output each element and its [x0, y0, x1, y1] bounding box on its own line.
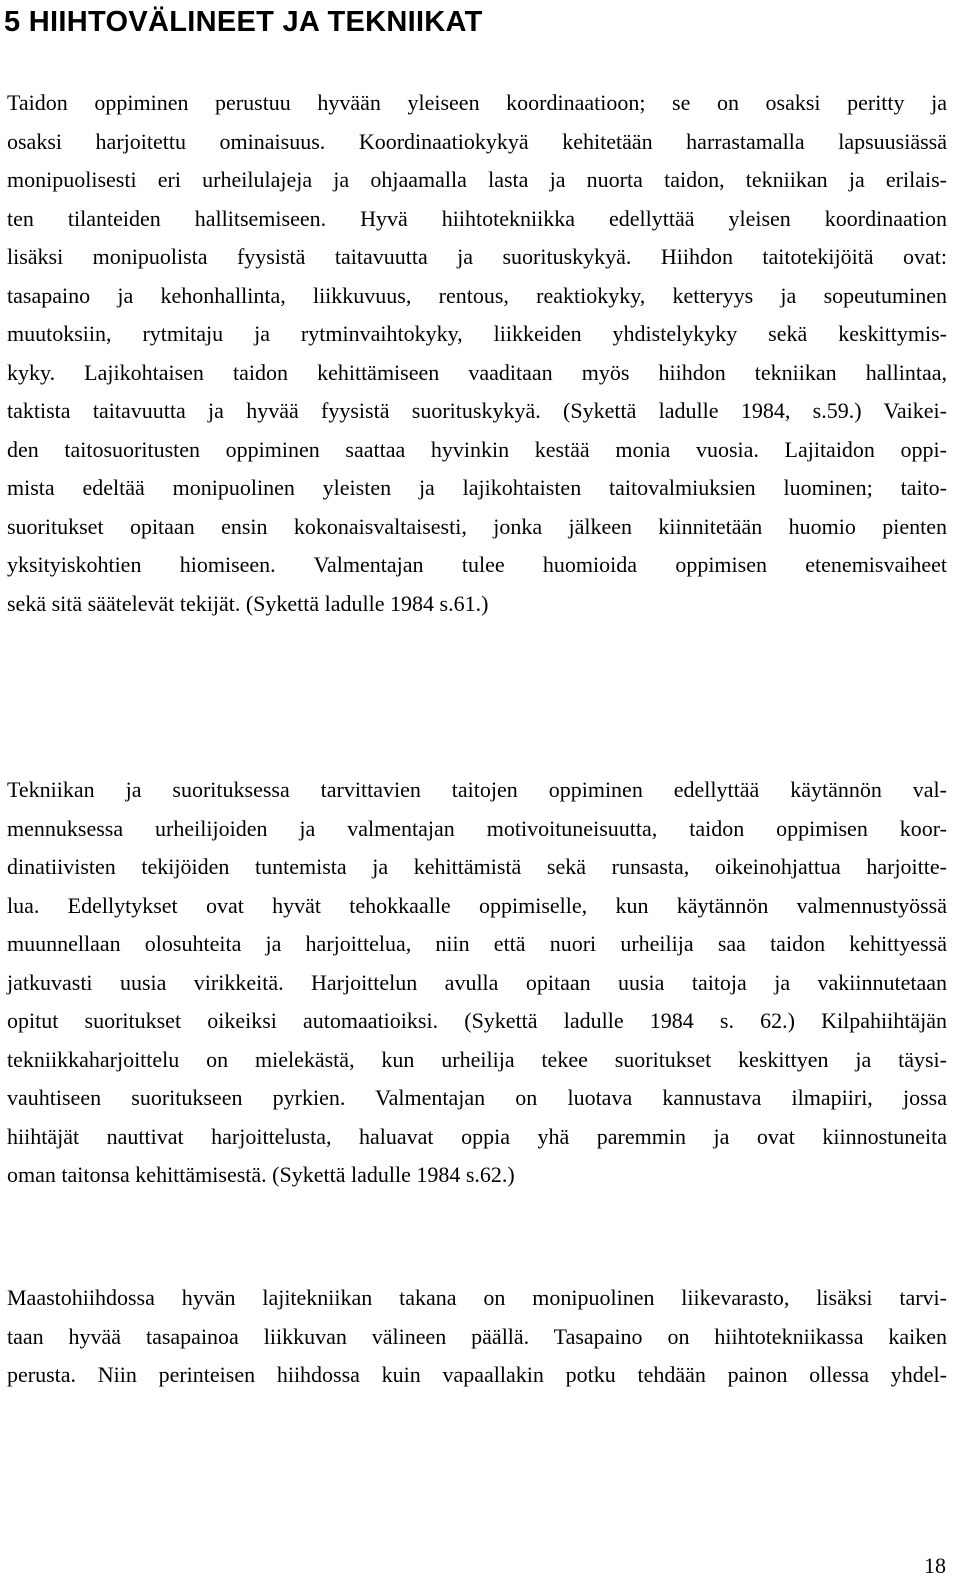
- text-line: ten tilanteiden hallitsemiseen. Hyvä hiihtotekniikka edellyttää yleisen koordinaation: [7, 205, 947, 231]
- text-line: osaksi harjoitettu ominaisuus. Koordinaatiokykyä kehitetään harrastamalla lapsuusiässä: [7, 128, 947, 154]
- text-line: dinatiivisten tekijöiden tuntemista ja kehittämistä sekä runsasta, oikeinohjattua harjoitte-: [7, 854, 947, 879]
- section-heading: 5 HIIHTOVÄLINEET JA TEKNIIKAT: [4, 6, 483, 38]
- text-line: suoritukset opitaan ensin kokonaisvaltaisesti, jonka jälkeen kiinnitetään huomio pienten: [7, 513, 947, 539]
- text-line: tasapaino ja kehonhallinta, liikkuvuus, rentous, reaktiokyky, ketteryys ja sopeutuminen: [7, 282, 947, 308]
- text-line: mennuksessa urheilijoiden ja valmentajan motivoituneisuutta, taidon oppimisen koor-: [7, 815, 947, 841]
- paragraph-2: [7, 771, 947, 1195]
- text-line: lisäksi monipuolista fyysistä taitavuutta ja suorituskykyä. Hiihdon taitotekijöitä ovat:: [7, 244, 947, 269]
- text-line: muutoksiin, rytmitaju ja rytminvaihtokyky, liikkeiden yhdistelykyky sekä keskittymis-: [7, 321, 947, 346]
- text-line: taktista taitavuutta ja hyvää fyysistä suorituskykyä. (Sykettä ladulle 1984, s.59.) Vaikei-: [7, 398, 947, 423]
- text-line: lua. Edellytykset ovat hyvät tehokkaalle oppimiselle, kun käytännön valmennustyössä: [7, 892, 947, 918]
- text-line: perusta. Niin perinteisen hiihdossa kuin vapaallakin potku tehdään painon ollessa yhdel-: [7, 1362, 947, 1387]
- text-line: Taidon oppiminen perustuu hyvään yleiseen koordinaatioon; se on osaksi peritty ja: [7, 90, 947, 115]
- paragraph-3: [7, 1279, 947, 1395]
- text-line: jatkuvasti uusia virikkeitä. Harjoittelun avulla opitaan uusia taitoja ja vakiinnutetaan: [7, 969, 947, 995]
- text-line: tekniikkaharjoittelu on mielekästä, kun urheilija tekee suoritukset keskittyen ja täysi-: [7, 1046, 947, 1072]
- text-line: kyky. Lajikohtaisen taidon kehittämiseen vaaditaan myös hiihdon tekniikan hallintaa,: [7, 359, 947, 385]
- text-line: opitut suoritukset oikeiksi automaatioiksi. (Sykettä ladulle 1984 s. 62.) Kilpahiihtäjän: [7, 1008, 947, 1033]
- text-line: muunnellaan olosuhteita ja harjoittelua, niin että nuori urheilija saa taidon kehittyessä: [7, 931, 947, 956]
- page-number: 18: [924, 1553, 946, 1578]
- text-line: den taitosuoritusten oppiminen saattaa hyvinkin kestää monia vuosia. Lajitaidon oppi-: [7, 436, 947, 462]
- text-line: hiihtäjät nauttivat harjoittelusta, haluavat oppia yhä paremmin ja ovat kiinnostuneita: [7, 1123, 947, 1149]
- text-line: mista edeltää monipuolinen yleisten ja lajikohtaisten taitovalmiuksien luominen; taito-: [7, 475, 947, 500]
- text-line: yksityiskohtien hiomiseen. Valmentajan tulee huomioida oppimisen etenemisvaiheet: [7, 552, 947, 577]
- text-line: vauhtiseen suoritukseen pyrkien. Valmentajan on luotava kannustava ilmapiiri, jossa: [7, 1085, 947, 1110]
- text-line: taan hyvää tasapainoa liikkuvan välineen päällä. Tasapaino on hiihtotekniikassa kaiken: [7, 1323, 947, 1349]
- text-line: Tekniikan ja suorituksessa tarvittavien taitojen oppiminen edellyttää käytännön val-: [7, 777, 947, 802]
- paragraph-1: [7, 84, 947, 623]
- text-line: monipuolisesti eri urheilulajeja ja ohjaamalla lasta ja nuorta taidon, tekniikan ja erilais-: [7, 167, 947, 192]
- text-line: Maastohiihdossa hyvän lajitekniikan takana on monipuolinen liikevarasto, lisäksi tarvi-: [7, 1285, 947, 1310]
- text-line: oman taitonsa kehittämisestä. (Sykettä ladulle 1984 s.62.): [7, 1162, 515, 1187]
- text-line: sekä sitä säätelevät tekijät. (Sykettä ladulle 1984 s.61.): [7, 590, 489, 616]
